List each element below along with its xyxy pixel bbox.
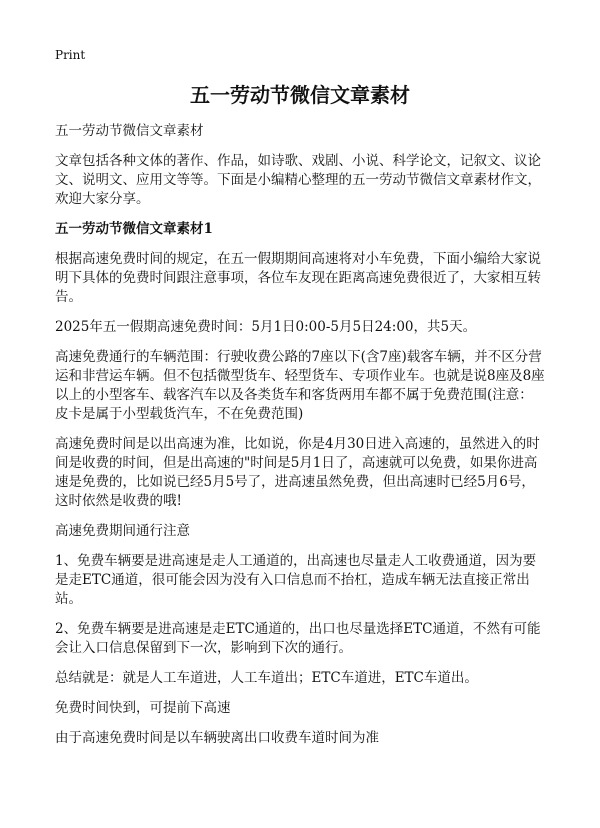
body-paragraph: 高速免费期间通行注意 [55, 523, 190, 539]
intro-paragraph: 文章包括各种文体的著作、作品，如诗歌、戏剧、小说、科学论文，记叙文、议论文、说明文、应用文等等。下面是小编精心整理的五一劳动节微信文章素材作文，欢迎大家分享。 [55, 153, 541, 207]
document-subtitle: 五一劳动节微信文章素材 [55, 123, 204, 139]
page-title: 五一劳动节微信文章素材 [190, 83, 410, 107]
body-paragraph: 根据高速免费时间的规定，在五一假期期间高速将对小车免费，下面小编给大家说明下具体的免费时间跟注意事项，各位车友现在距离高速免费很近了，大家相互转告。 [55, 251, 541, 305]
body-paragraph: 由于高速免费时间是以车辆驶离出口收费车道时间为准 [55, 730, 379, 746]
body-paragraph: 1、免费车辆要是进高速是走人工通道的，出高速也尽量走人工收费通道，因为要是走ETC通道，很可能会因为没有入口信息而不抬杠，造成车辆无法直接正常出站。 [55, 553, 537, 607]
body-paragraph: 2、免费车辆要是进高速是走ETC通道的，出口也尽量选择ETC通道，不然有可能会让入口信息保留到下一次，影响到下次的通行。 [55, 621, 541, 656]
body-paragraph: 总结就是：就是人工车道进，人工车道出；ETC车道进，ETC车道出。 [55, 670, 478, 686]
body-paragraph: 高速免费时间是以出高速为准，比如说，你是4月30日进入高速的，虽然进入的时间是收费的时间，但是出高速的"时间是5月1日了，高速就可以免费，如果你进高速是免费的，比如说已经5月5号了，进高速虽然免费，但出高速时已经5月6号，这时依然是收费的哦! [55, 436, 540, 509]
body-paragraph: 高速免费通行的车辆范围：行驶收费公路的7座以下(含7座)载客车辆，并不区分营运和非营运车辆。但不包括微型货车、轻型货车、专项作业车。也就是说8座及8座以上的小型客车、载客汽车以及各类货车和客货两用车都不属于免费范围(注意：皮卡是属于小型载货汽车，不在免费范围) [55, 349, 545, 422]
body-paragraph: 2025年五一假期高速免费时间：5月1日0:00-5月5日24:00，共5天。 [55, 319, 477, 335]
body-paragraph: 免费时间快到，可提前下高速 [55, 700, 231, 716]
section-heading: 五一劳动节微信文章素材1 [55, 221, 213, 237]
print-link[interactable]: Print [55, 48, 86, 62]
